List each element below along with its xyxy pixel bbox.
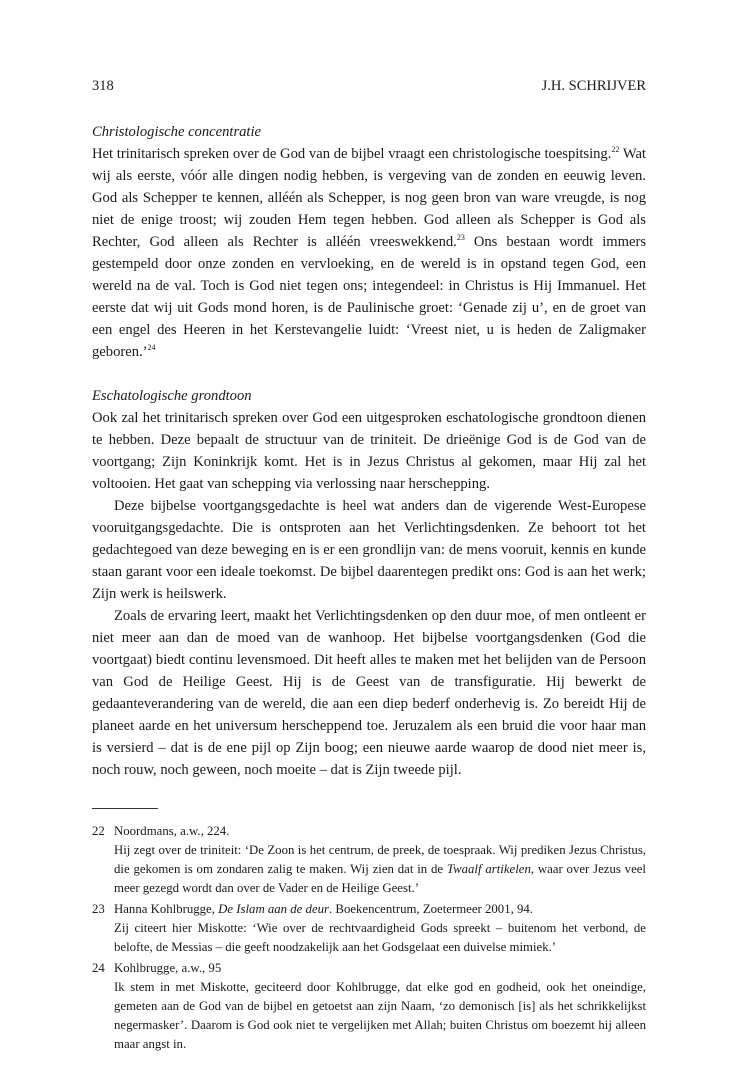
footnote-number: 22 [92,824,105,838]
footnote-ref-23: 23 [456,233,465,243]
footnotes [92,822,646,1054]
text-run: Het trinitarisch spreken over de God van de bijbel vraagt een christologische toespitsing. [92,146,612,162]
footnote-22 [92,822,646,898]
text-run: Hij zegt over de triniteit: ‘De Zoon is het centrum, de preek, de toespraak. Wij prediken Jezus Christus, die gekomen is om zondaren zalig te maken. Wij zien dat in de [114,843,646,876]
footnote-source [114,900,646,919]
text-run: Wat wij als eerste, vóór alle dingen nodig hebben, is vergeving van de zonden en eeuwig leven. God als Schepper te kennen, alléén als Schepper, is nog geen bron van ware vreugde, is nog niet de enige troost; wij zouden Hem tegen hebben. God alleen als Schepper is God als Rechter, God alleen als Rechter is alléén vreeswekkend. [92,146,646,250]
text-run: , waar over Jezus veel meer gezegd wordt dan over de Vader en de Heilige Geest.’ [114,862,646,895]
text-run: . Boekencentrum, Zoetermeer 2001, 94. [329,902,533,916]
footnote-text: Zij citeert hier Miskotte: ‘Wie over de rechtvaardigheid Gods spreekt – buitenom het verbond, de belofte, de Messias – die geeft noodzakelijk aan het Godsgelaat een duivelse mimiek.’ [114,921,646,954]
running-header [92,78,646,100]
footnote-23 [92,900,646,957]
section-eschatologische-grondtoon [92,385,646,781]
italic-title: Twaalf artikelen [446,862,531,876]
page [92,78,646,1056]
italic-title: De Islam aan de deur [218,902,330,916]
page-number: 318 [92,78,114,94]
footnote-text: Ik stem in met Miskotte, geciteerd door Kohlbrugge, dat elke god en godheid, ook het oneindige, gemeten aan de God van de bijbel en getoetst aan zijn Naam, ‘zo demonisch [is] als het schrikkelijkst negermasker’. Daarom is God ook niet te vergelijken met Allah; buiten Christus om boezemt hij alleen maar angst in. [114,980,646,1051]
footnote-separator [92,808,158,809]
section-christologische-concentratie [92,121,646,363]
footnote-24 [92,959,646,1054]
text-run: Ons bestaan wordt immers gestempeld door onze zonden en vervloeking, en de wereld is in opstand tegen God, een wereld na de val. Toch is God niet tegen ons; integendeel: in Christus is Hij Immanuel. Het eerste dat wij uit Gods mond horen, is de Paulinische groet: ‘Genade zij u’, en de groet van een engel des Heeren in het Kerstevangelie luidt: ‘Vreest niet, u is heden de Zaligmaker geboren.’ [92,234,646,360]
section-heading: Christologische concentratie [92,124,262,140]
footnote-number: 24 [92,961,105,975]
footnote-number: 23 [92,902,105,916]
paragraph: Zoals de ervaring leert, maakt het Verlichtingsdenken op den duur moe, of men ontleent er niet meer aan dan de moed van de wanhoop. Het bijbelse voortgangsdenken (God die voortgaat) biedt continu levensmoed. Dit heeft alles te maken met het belijden van de Persoon van God de Heilige Geest. Hij is de Geest van de transfiguratie. Hij bewerkt de gedaanteverandering van de wereld, die aan een diep bederf onderhevig is. Zo bereidt Hij de planeet aarde en het universum herscheppend toe. Jeruzalem als een bruid die voor haar man is versierd – dat is de ene pijl op Zijn boog; een nieuwe aarde waarop de dood niet meer is, noch rouw, noch geween, noch moeite – dat is Zijn tweede pijl. [92,608,646,778]
paragraph: Deze bijbelse voortgangsgedachte is heel wat anders dan de vigerende West-Europese vooruitgangsgedachte. Die is ontsproten aan het Verlichtingsdenken. Ze behoort tot het gedachtegoed van deze beweging en is er een grondlijn van: de mens vooruit, kennis en kunde staan garant voor een ideale toekomst. De bijbel daarentegen predikt ons: God is aan het werk; Zijn werk is heilswerk. [92,498,646,602]
paragraph [92,143,646,363]
text-run: Hanna Kohlbrugge, [114,902,219,916]
footnote-source: Kohlbrugge, a.w., 95 [114,961,222,975]
section-heading: Eschatologische grondtoon [92,388,252,404]
footnote-ref-24: 24 [147,343,156,353]
footnote-source: Noordmans, a.w., 224. [114,824,230,838]
footnote-ref-22: 22 [611,145,620,155]
running-author: J.H. SCHRIJVER [541,78,646,94]
footnote-text [114,841,646,898]
paragraph: Ook zal het trinitarisch spreken over God een uitgesproken eschatologische grondtoon dienen te hebben. Deze bepaalt de structuur van de triniteit. De drieënige God is de God van de voortgang; Zijn Koninkrijk komt. Het is in Jezus Christus al gekomen, maar Hij zal het voltooien. Het gaat van schepping via verlossing naar herschepping. [92,410,646,492]
